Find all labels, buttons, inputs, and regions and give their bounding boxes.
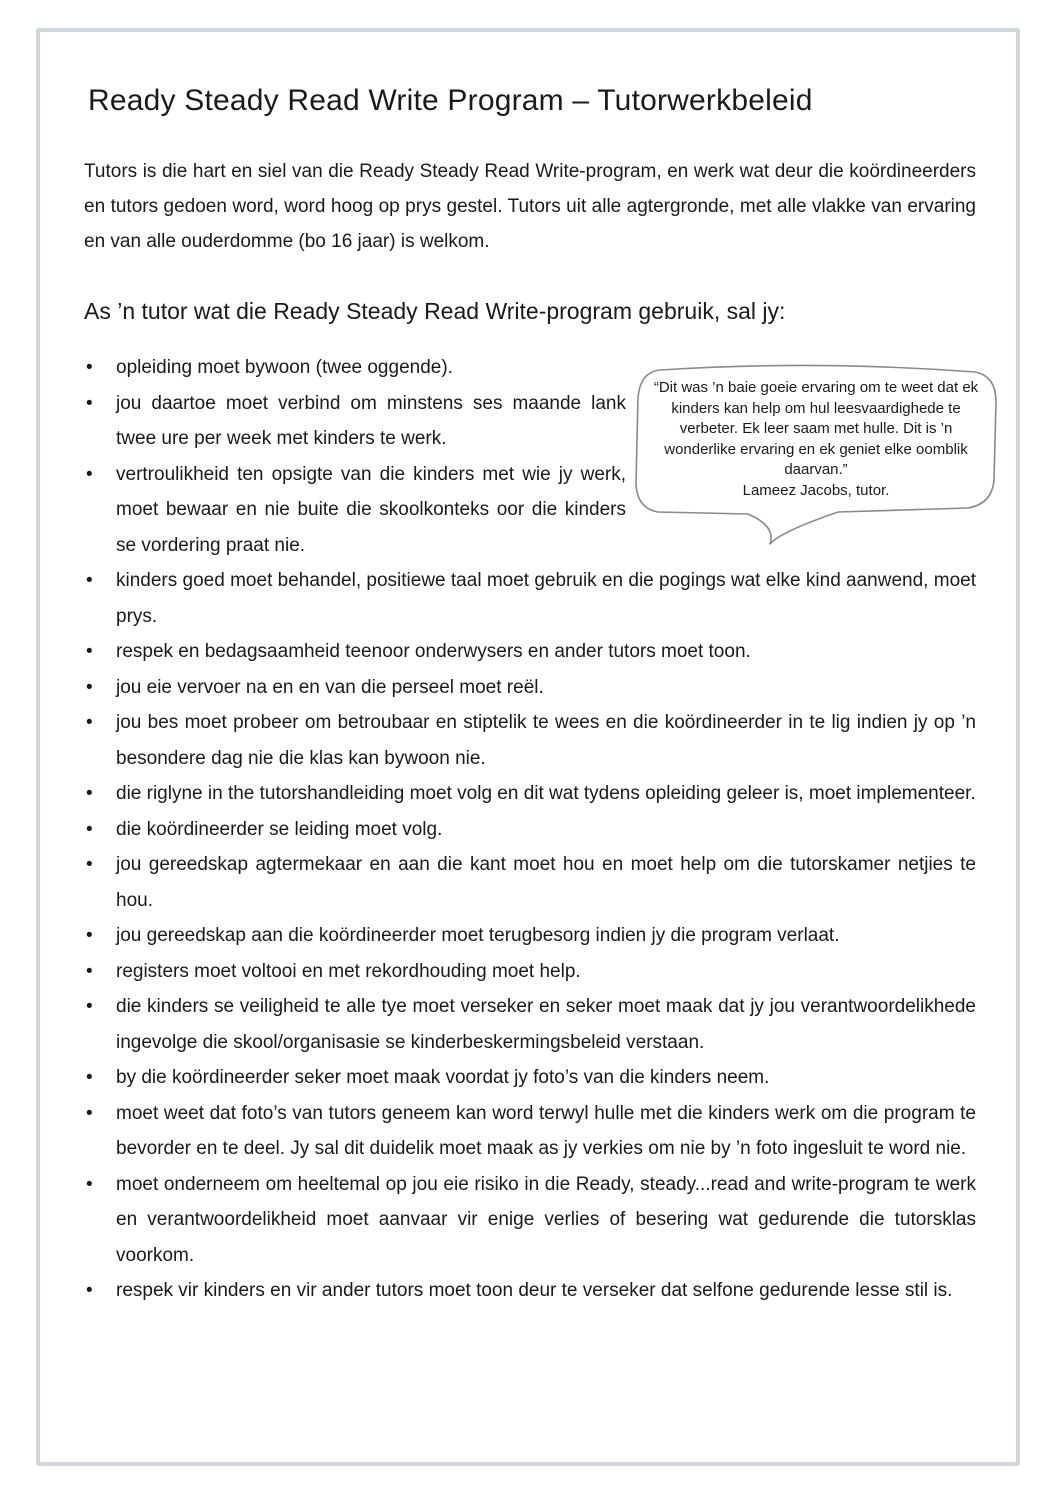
list-item: • die koördineerder se leiding moet volg.	[84, 812, 976, 848]
quote-attribution: Lameez Jacobs, tutor.	[742, 481, 890, 499]
responsibilities-list	[84, 350, 979, 1309]
quote-text: “Dit was ’n baie goeie ervaring om te weet dat ek kinders kan help om hul leesvaardighede te verbeter. Ek leer saam met hulle. Dit is ’n wonderlike ervaring en ek geniet elke oomblik daarvan.”	[653, 379, 979, 478]
list-item: • jou bes moet probeer om betroubaar en stiptelik te wees en die koördineerder in te lig indien jy op ’n besondere dag nie die klas kan bywoon nie.	[84, 705, 976, 776]
list-item: • die riglyne in the tutorshandleiding moet volg en dit wat tydens opleiding geleer is, moet implementeer.	[84, 776, 976, 812]
list-item: • jou eie vervoer na en en van die perseel moet reël.	[84, 670, 976, 706]
list-item: • moet weet dat foto’s van tutors geneem kan word terwyl hulle met die kinders werk om die program te bevorder en te deel. Jy sal dit duidelik moet maak as jy verkies om nie by ’n foto ingesluit te word nie.	[84, 1096, 976, 1167]
list-item: • die kinders se veiligheid te alle tye moet verseker en seker moet maak dat jy jou verantwoordelikhede ingevolge die skool/organisasie se kinderbeskermingsbeleid verstaan.	[84, 989, 976, 1060]
intro-paragraph: Tutors is die hart en siel van die Ready Steady Read Write-program, en werk wat deur die koördineerders en tutors gedoen word, word hoog op prys gestel. Tutors uit alle agtergronde, met alle vlakke van ervaring en van alle ouderdomme (bo 16 jaar) is welkom.	[84, 161, 976, 252]
list-item: • respek vir kinders en vir ander tutors moet toon deur te verseker dat selfone gedurende lesse stil is.	[84, 1273, 976, 1309]
list-item: • jou gereedskap agtermekaar en aan die kant moet hou en moet help om die tutorskamer netjies te hou.	[84, 847, 976, 918]
list-item: • registers moet voltooi en met rekordhouding moet help.	[84, 954, 976, 990]
list-item: • vertroulikheid ten opsigte van die kinders met wie jy werk, moet bewaar en nie buite die skoolkonteks oor die kinders se vordering praat nie.	[84, 457, 626, 564]
list-item: • opleiding moet bywoon (twee oggende).	[84, 350, 626, 386]
list-item: • by die koördineerder seker moet maak voordat jy foto’s van die kinders neem.	[84, 1060, 976, 1096]
list-item: • kinders goed moet behandel, positiewe taal moet gebruik en die pogings wat elke kind aanwend, moet prys.	[84, 563, 976, 634]
list-item: • jou gereedskap aan die koördineerder moet terugbesorg indien jy die program verlaat.	[84, 918, 976, 954]
section-subheading: As ’n tutor wat die Ready Steady Read Write-program gebruik, sal jy:	[84, 298, 786, 324]
list-item: • moet onderneem om heeltemal op jou eie risiko in die Ready, steady...read and write-program te werk en verantwoordelikheid moet aanvaar vir enige verlies of besering wat gedurende die tutorsklas voorkom.	[84, 1167, 976, 1274]
page-title: Ready Steady Read Write Program – Tutorwerkbeleid	[88, 84, 813, 117]
list-item: • respek en bedagsaamheid teenoor onderwysers en ander tutors moet toon.	[84, 634, 976, 670]
list-item: • jou daartoe moet verbind om minstens ses maande lank twee ure per week met kinders te werk.	[84, 386, 626, 457]
